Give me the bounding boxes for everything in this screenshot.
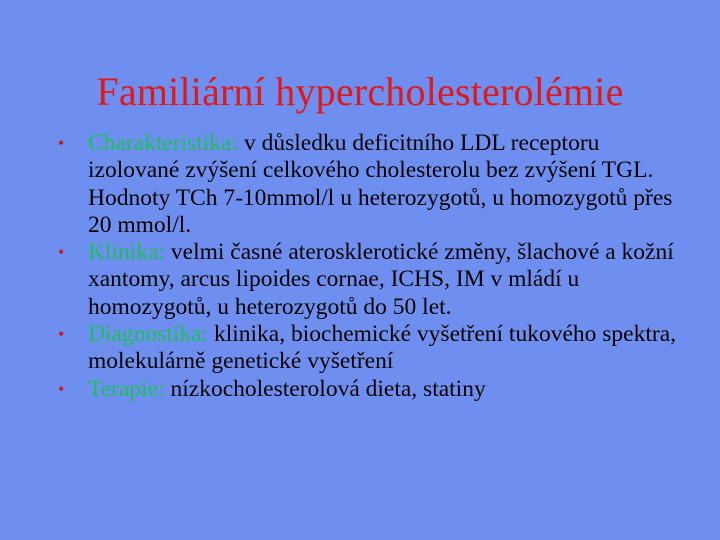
bullet-icon: • — [58, 324, 65, 345]
bullet-icon: • — [58, 378, 65, 399]
slide-title: Familiární hypercholesterolémie — [96, 69, 624, 114]
bullet-list — [58, 130, 678, 403]
bullet-item-klinika — [58, 239, 678, 321]
bullet-label: Terapie: — [88, 375, 165, 402]
bullet-label: Klinika: — [88, 239, 166, 266]
bullet-icon: • — [58, 133, 65, 153]
bullet-label: Diagnostika: — [88, 321, 209, 348]
bullet-item-charakteristika — [58, 130, 678, 239]
bullet-label: Charakteristika: — [88, 130, 239, 156]
bullet-text: velmi časné aterosklerotické změny, šlachové a kožní xantomy, arcus lipoides cornae, ICHS, IM v mládí u homozygotů, u heterozygotů do 50 let. — [88, 239, 674, 320]
bullet-icon: • — [58, 242, 65, 263]
bullet-text: klinika, biochemické vyšetření tukového spektra, molekulárně genetické vyšetření — [88, 321, 677, 375]
bullet-item-diagnostika — [58, 321, 678, 376]
bullet-text: nízkocholesterolová dieta, statiny — [164, 375, 486, 402]
bullet-item-terapie — [58, 376, 678, 403]
bullet-text: v důsledku deficitního LDL receptoru izolované zvýšení celkového cholesterolu bez zvýšení TGL. Hodnoty TCh 7-10mmol/l u heterozygotů, u homozygotů přes 20 mmol/l. — [88, 130, 673, 238]
